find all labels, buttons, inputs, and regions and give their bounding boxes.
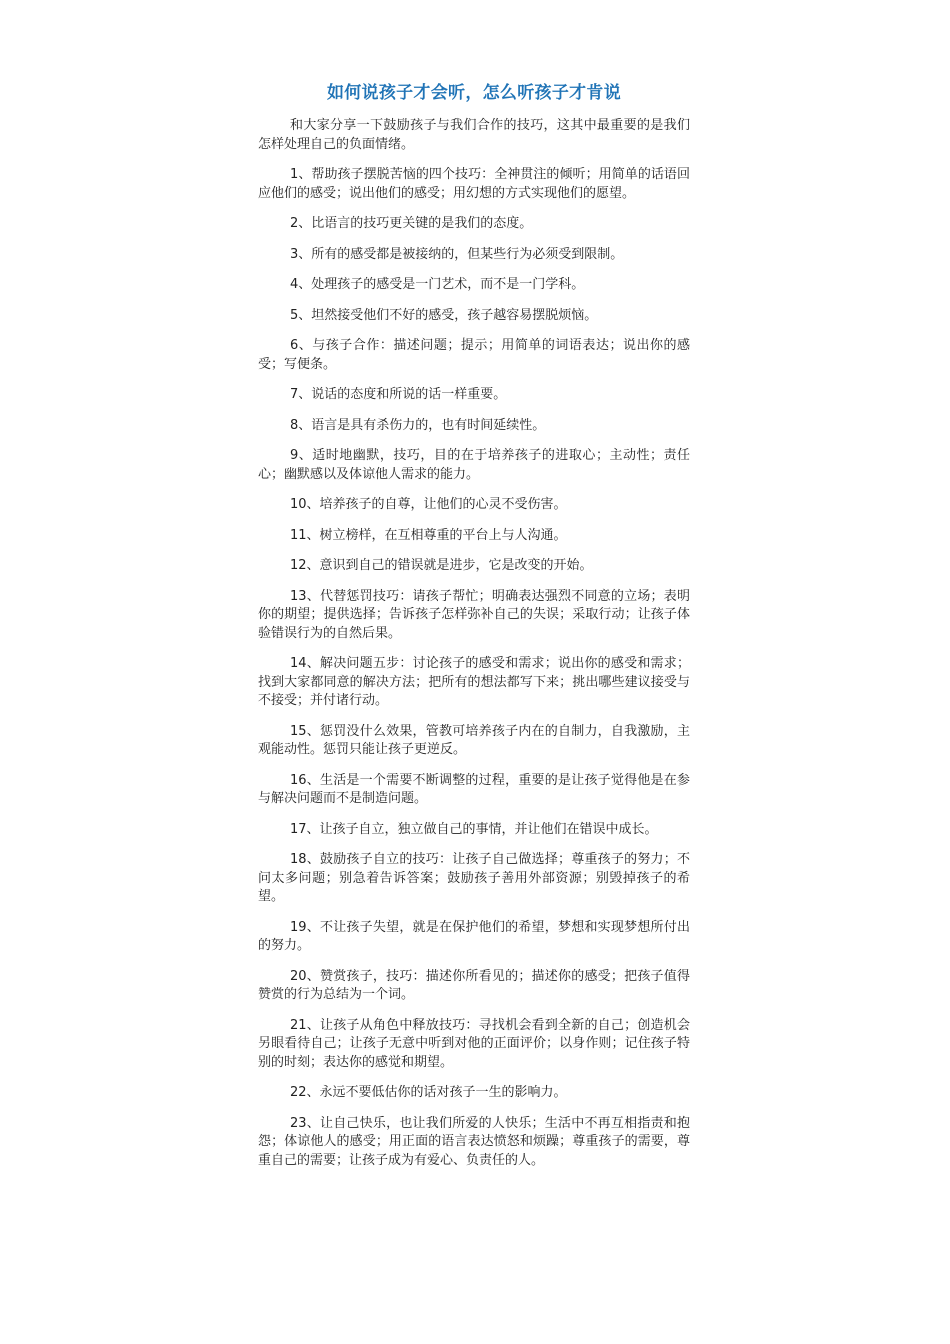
list-item: 5、坦然接受他们不好的感受，孩子越容易摆脱烦恼。 (290, 307, 598, 323)
intro-paragraph: 和大家分享一下鼓励孩子与我们合作的技巧，这其中最重要的是我们怎样处理自己的负面情绪。 (258, 118, 690, 152)
list-item: 21、让孩子从角色中释放技巧：寻找机会看到全新的自己；创造机会另眼看待自己；让孩子无意中听到对他的正面评价；以身作则；记住孩子特别的时刻；表达你的感觉和期望。 (258, 1017, 690, 1070)
list-item: 14、解决问题五步：讨论孩子的感受和需求；说出你的感受和需求；找到大家都同意的解决方法；把所有的想法都写下来；挑出哪些建议接受与不接受；并付诸行动。 (258, 656, 690, 708)
article (258, 80, 690, 1170)
list-item: 8、语言是具有杀伤力的，也有时间延续性。 (290, 417, 546, 433)
list-item: 9、适时地幽默，技巧，目的在于培养孩子的进取心；主动性；责任心；幽默感以及体谅他人需求的能力。 (258, 448, 690, 482)
list-item: 10、培养孩子的自尊，让他们的心灵不受伤害。 (290, 497, 567, 512)
list-item: 4、处理孩子的感受是一门艺术，而不是一门学科。 (290, 277, 585, 292)
list-item: 1、帮助孩子摆脱苦恼的四个技巧：全神贯注的倾听；用简单的话语回应他们的感受；说出他们的感受；用幻想的方式实现他们的愿望。 (258, 167, 690, 201)
list-item: 11、树立榜样，在互相尊重的平台上与人沟通。 (290, 527, 567, 543)
list-item: 12、意识到自己的错误就是进步，它是改变的开始。 (290, 558, 593, 573)
list-item: 7、说话的态度和所说的话一样重要。 (290, 387, 507, 402)
list-item: 23、让自己快乐，也让我们所爱的人快乐；生活中不再互相指责和抱怨；体谅他人的感受；用正面的语言表达愤怒和烦躁；尊重孩子的需要，尊重自己的需要；让孩子成为有爱心、负责任的人。 (258, 1115, 690, 1168)
list-item: 19、不让孩子失望，就是在保护他们的希望，梦想和实现梦想所付出的努力。 (258, 919, 690, 953)
list-item: 3、所有的感受都是被接纳的，但某些行为必须受到限制。 (290, 246, 624, 262)
list-item: 2、比语言的技巧更关键的是我们的态度。 (290, 216, 533, 231)
list-item: 6、与孩子合作：描述问题；提示；用简单的词语表达；说出你的感受；写便条。 (258, 338, 690, 372)
list-item: 22、永远不要低估你的话对孩子一生的影响力。 (290, 1085, 567, 1100)
list-item: 20、赞赏孩子，技巧：描述你所看见的；描述你的感受；把孩子值得赞赏的行为总结为一个词。 (258, 968, 690, 1002)
article-title: 如何说孩子才会听，怎么听孩子才肯说 (326, 83, 622, 103)
list-item: 18、鼓励孩子自立的技巧：让孩子自己做选择；尊重孩子的努力；不问太多问题；别急着告诉答案；鼓励孩子善用外部资源；别毁掉孩子的希望。 (258, 852, 690, 904)
list-item: 17、让孩子自立，独立做自己的事情，并让他们在错误中成长。 (290, 821, 658, 837)
list-item: 13、代替惩罚技巧：请孩子帮忙；明确表达强烈不同意的立场；表明你的期望；提供选择；告诉孩子怎样弥补自己的失误；采取行动；让孩子体验错误行为的自然后果。 (258, 588, 690, 641)
list-item: 16、生活是一个需要不断调整的过程，重要的是让孩子觉得他是在参与解决问题而不是制造问题。 (258, 772, 690, 806)
list-item: 15、惩罚没什么效果，管教可培养孩子内在的自制力，自我激励，主观能动性。惩罚只能让孩子更逆反。 (258, 723, 690, 757)
